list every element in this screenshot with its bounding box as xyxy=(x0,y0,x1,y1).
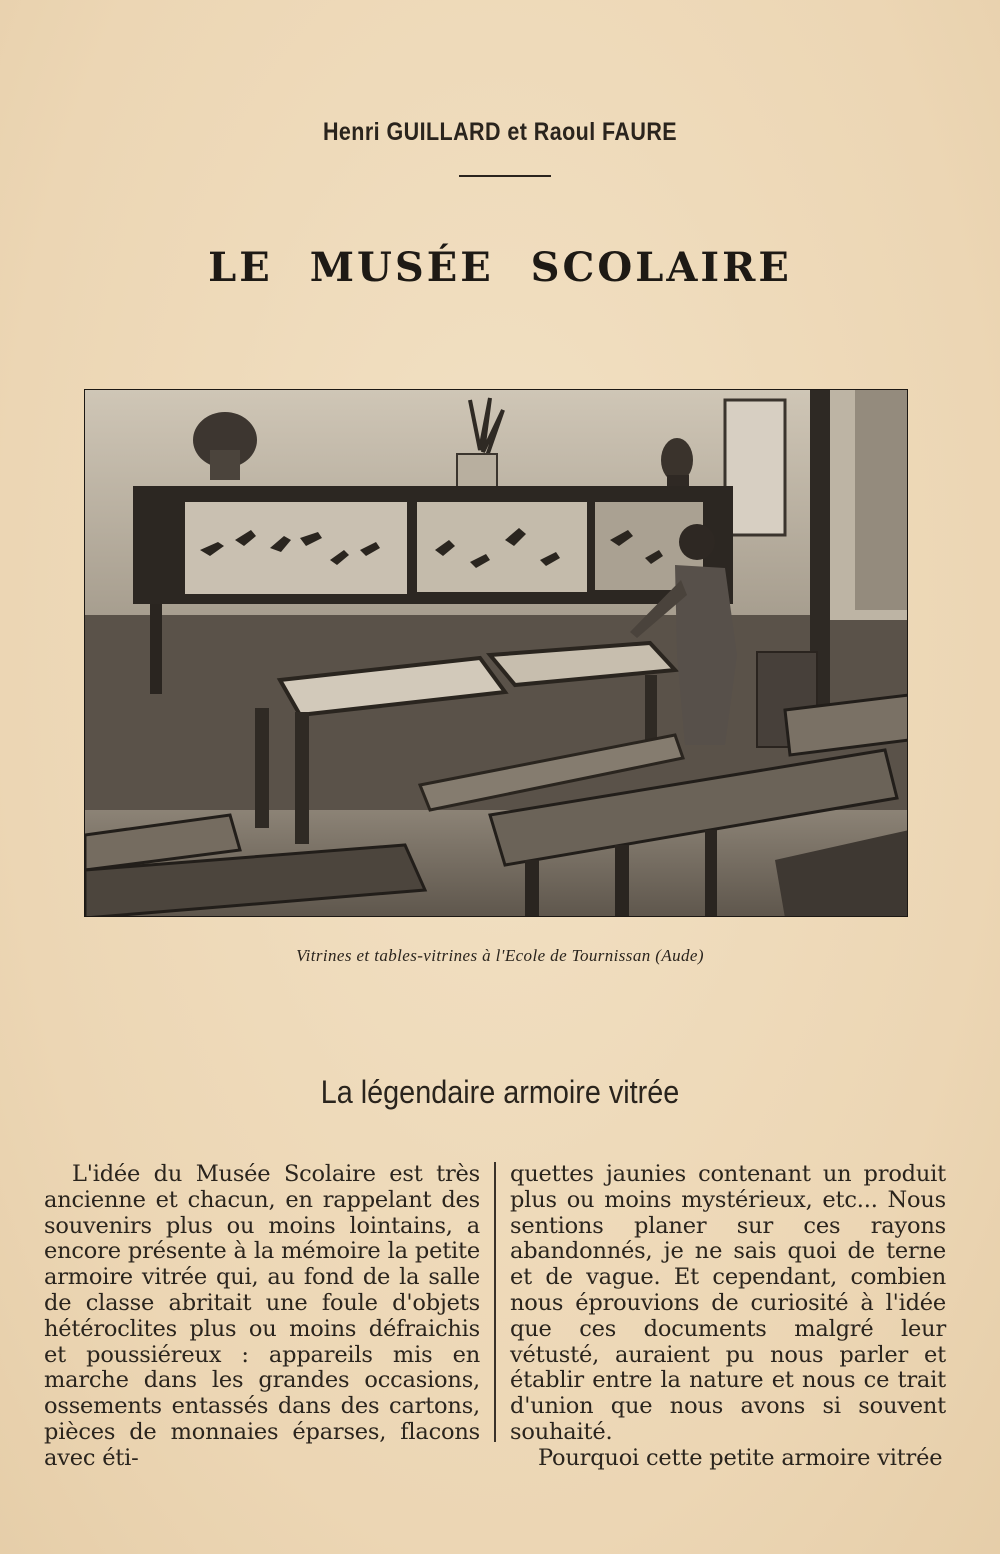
right-paragraph-1: quettes jaunies contenant un produit plus ou moins mystérieux, etc... Nous sentions planer sur ces rayons abandonnés, je ne sais quoi de terne et de vague. Et cependant, combien nous éprouvions de curiosité à l'idée que ces documents malgré leur vétusté, auraient pu nous parler et établir entre la nature et nous ce trait d'union que nous avons si souvent souhaité. xyxy=(510,1161,946,1445)
left-paragraph: L'idée du Musée Scolaire est très ancienne et chacun, en rappelant des souvenirs plus ou moins lointains, a encore présente à la mémoire la petite armoire vitrée qui, au fond de la salle de classe abritait une foule d'objets hétéroclites plus ou moins défraichis et poussiéreux : appareils mis en marche dans les grandes occasions, ossements entassés dans des cartons, pièces de monnaies éparses, flacons avec éti- xyxy=(44,1161,480,1471)
classroom-photo xyxy=(84,389,908,917)
left-column xyxy=(44,1162,480,1472)
right-column xyxy=(510,1162,946,1472)
photo-caption: Vitrines et tables-vitrines à l'Ecole de Tournissan (Aude) xyxy=(296,946,704,965)
column-divider xyxy=(494,1162,496,1442)
title-rule xyxy=(459,175,551,177)
author-line: Henri GUILLARD et Raoul FAURE xyxy=(322,118,678,146)
section-heading: La légendaire armoire vitrée xyxy=(320,1074,680,1110)
page-title: LE MUSÉE SCOLAIRE xyxy=(208,244,792,291)
right-paragraph-2: Pourquoi cette petite armoire vitrée xyxy=(538,1444,943,1471)
